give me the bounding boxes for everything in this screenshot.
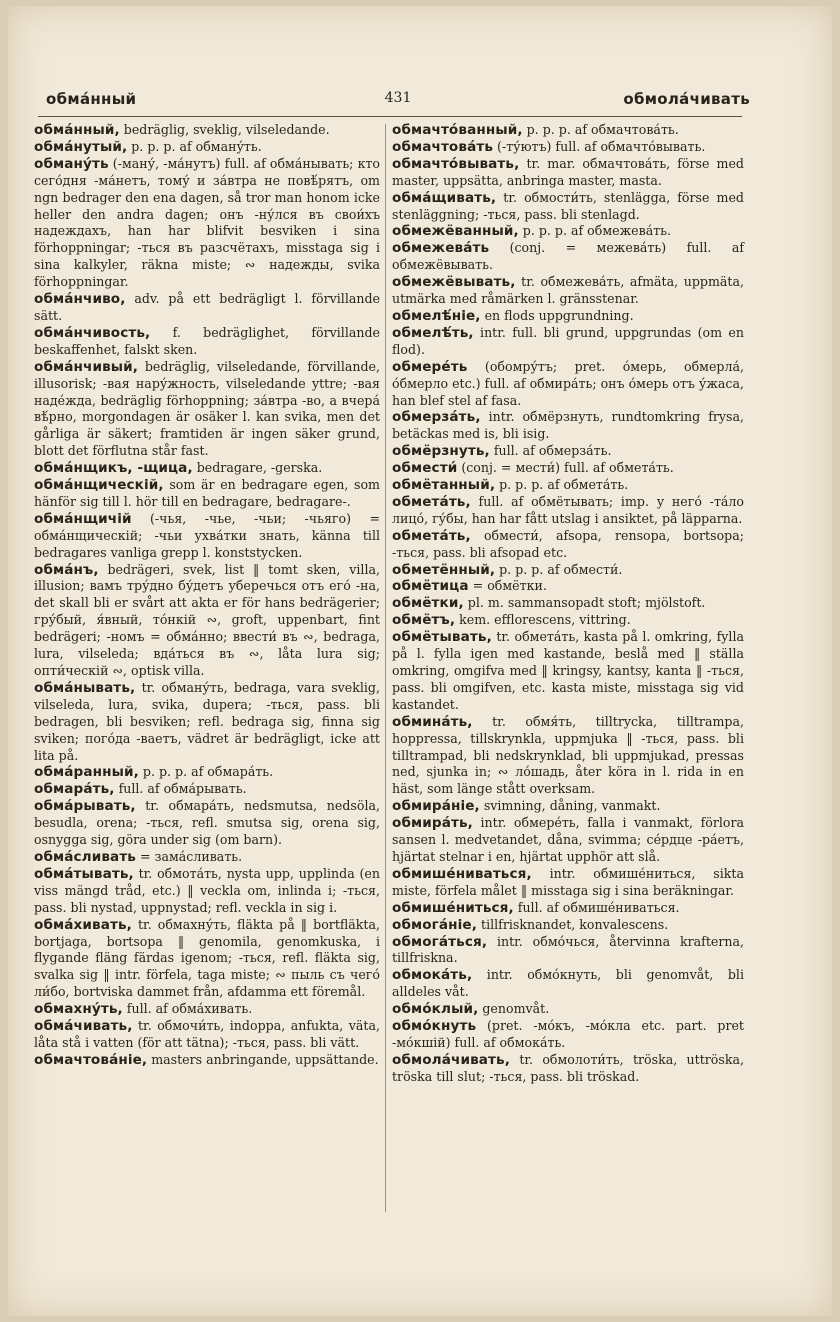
entry-definition: tr. обмолоти́ть, tröska, uttröska, tröska till slut; -ться, pass. bli tröskad. (392, 1051, 744, 1084)
entry-definition: full. af обмише́ниваться. (517, 899, 680, 915)
entry-definition: tr. обману́ть, bedraga, vara sveklig, vilseleda, lura, svika, dupera; -ться, pass. bli bedragen, bli besviken; refl. bedraga sig, finna sig sviken; пого́да -ваетъ, vädret är bedrägligt, icke att lita på. (34, 679, 380, 763)
dictionary-entry (392, 443, 744, 460)
dictionary-entry (392, 629, 744, 714)
entry-headword: обмачтова́ть (392, 138, 494, 155)
entry-definition: en flods uppgrundning. (484, 307, 634, 323)
left-column (34, 122, 380, 1069)
entry-headword: обма́хивать, (34, 916, 132, 933)
dictionary-entry (34, 1052, 380, 1069)
entry-headword: обмежёванный, (392, 223, 519, 240)
entry-headword: обма́нывать, (34, 679, 136, 696)
entry-definition: full. af обма́хивать. (126, 1001, 253, 1017)
dictionary-entry (392, 325, 744, 359)
entry-definition: full. af обмерза́ть. (493, 443, 612, 459)
dictionary-entry (392, 308, 744, 325)
entry-headword: обмётывать, (392, 629, 492, 646)
dictionary-entry (392, 359, 744, 410)
entry-headword: обмише́ниться, (392, 899, 514, 916)
dictionary-entry (34, 849, 380, 866)
entry-headword: обма́щивать, (392, 189, 497, 206)
entry-headword: обмира́ніе, (392, 798, 480, 815)
dictionary-entry (392, 223, 744, 240)
dictionary-entry (392, 798, 744, 815)
entry-definition: p. p. p. af обмачтова́ть. (526, 122, 679, 137)
page-number: 431 (384, 90, 412, 106)
entry-headword: обмо́кнуть (392, 1018, 477, 1035)
dictionary-entry (34, 680, 380, 765)
entry-definition: bedrägeri, svek, list ‖ tomt sken, villa, illusion; вамъ тру́дно бу́детъ уберечься отъ его́ -на, det skall bli er svårt att akta er för hans bedrägerier; гру́бый, я́вный, то́нкій ∾, groft, uppenbart, fint bedrägeri; -номъ = обма́нно; ввести́ въ ∾, bedraga, lura, vilseleda; вда́ться въ ∾, låta lura sig; опти́ческій ∾, optisk villa. (34, 561, 380, 678)
entry-definition: adv. på ett bedrägligt l. förvillande sätt. (34, 291, 380, 323)
entry-definition: f. bedräglighet, förvillande beskaffenhet, falskt sken. (34, 324, 380, 357)
entry-headword: обма́рывать, (34, 798, 136, 815)
entry-definition: bedräglig, sveklig, vilseledande. (123, 122, 330, 137)
entry-headword: обмере́ть (392, 358, 468, 375)
entry-headword: обмелѣ́ть, (392, 324, 474, 341)
entry-definition: p. p. p. af обмести́. (499, 561, 623, 577)
header-right-guide-word: обмола́чивать (623, 90, 750, 108)
entry-headword: обмачто́ванный, (392, 122, 523, 138)
entry-definition: tr. обмахну́ть, fläkta på ‖ bortfläkta, bortjaga, bortsopa ‖ genomila, genomkuska, i flygande fläng färdas igenom; -ться, refl. fläkta sig, svalka sig ‖ intr. förfela, taga miste; ∾ пыль съ чего́ ли́бо, bortviska dammet från, afdamma ett föremål. (34, 916, 380, 1000)
dictionary-entry (34, 1001, 380, 1018)
dictionary-entry (34, 359, 380, 460)
dictionary-entry (392, 612, 744, 629)
entry-headword: обма́нщикъ, -щица, (34, 460, 193, 477)
page-header (46, 90, 750, 114)
dictionary-entry (392, 1001, 744, 1018)
entry-headword: обмётки, (392, 595, 464, 612)
entry-headword: обмежёвывать, (392, 274, 516, 291)
entry-headword: обма́нщическій, (34, 477, 164, 494)
entry-definition: p. p. p. af обмежева́ть. (522, 223, 672, 239)
entry-headword: обма́нщичій (34, 510, 132, 527)
dictionary-entry (392, 1052, 744, 1086)
entry-definition: = зама́сливать. (140, 848, 243, 864)
dictionary-entry (392, 190, 744, 224)
entry-headword: обмести́ (392, 460, 458, 477)
dictionary-entry (392, 578, 744, 595)
header-rule (38, 116, 742, 117)
dictionary-entry (34, 1018, 380, 1052)
entry-definition: intr. обмо́кнуть, bli genomvåt, bli alldeles våt. (392, 967, 744, 1000)
entry-definition: full. af обмётывать; imp. у него́ -та́ло лицо́, гу́бы, han har fått utslag i ansiktet, på läpparna. (392, 493, 744, 526)
dictionary-entry (34, 511, 380, 562)
entry-definition: intr. обмере́ть, falla i vanmakt, förlora sansen l. medvetandet, dåna, svimma; се́рдце -ра́етъ, hjärtat stelnar i en, hjärtat upphör att slå. (392, 815, 744, 864)
entry-definition: full. af обма́рывать. (118, 781, 247, 797)
entry-headword: обмира́ть, (392, 815, 473, 832)
dictionary-entry (34, 122, 380, 139)
entry-definition: (conj. = мести́) full. af обмета́ть. (461, 460, 674, 476)
entry-definition: tr. обмежева́ть, afmäta, uppmäta, utmärka med råmärken l. gränsstenar. (392, 274, 744, 307)
entry-definition: tr. mar. обмачтова́ть, förse med master, uppsätta, anbringa master, masta. (392, 155, 744, 188)
dictionary-entry (392, 967, 744, 1001)
entry-definition: pl. m. sammansopadt stoft; mjölstoft. (467, 595, 706, 611)
entry-headword: обма́нный, (34, 122, 120, 138)
entry-headword: обмога́ться, (392, 933, 488, 950)
entry-headword: обмахну́ть, (34, 1001, 123, 1018)
entry-definition: bedräglig, vilseledande, förvillande, illusorisk; -вая нару́жность, vilseledande yttre; -вая наде́жда, bedräglig förhoppning; за́втра -во, а вчера́ вѣ́рно, morgondagen är osäker l. kan svika, men det gårliga är säkert; framtiden är ingen säker grund, blott det förflutna står fast. (34, 358, 380, 459)
entry-definition: (-ту́ютъ) full. af обмачто́вывать. (497, 138, 706, 154)
entry-definition: (conj. = межева́ть) full. af обмежёвывать. (392, 240, 744, 273)
dictionary-entry (392, 917, 744, 934)
entry-definition: tr. обмя́ть, tilltrycka, tilltrampa, hoppressa, tillskrynkla, uppmjuka ‖ -ться, pass. bli tilltrampad, bli nedskrynklad, bli uppmjukad, pressas ned, sjunka in; ∾ ло́шадь, åter köra in l. rida in en häst, som länge stått overksam. (392, 713, 744, 797)
dictionary-entry (392, 815, 744, 866)
entry-definition: p. p. p. af обману́ть. (131, 138, 262, 154)
dictionary-entry (392, 562, 744, 579)
entry-headword: обма́нчивость, (34, 324, 151, 341)
entry-headword: обмелѣ́ніе, (392, 307, 481, 324)
dictionary-entry (392, 494, 744, 528)
dictionary-entry (34, 156, 380, 291)
entry-headword: обмише́ниваться, (392, 865, 532, 882)
entry-headword: обмо́клый, (392, 1001, 479, 1018)
dictionary-entry (392, 274, 744, 308)
dictionary-entry (392, 156, 744, 190)
entry-headword: обмёрзнуть, (392, 443, 490, 460)
entry-headword: обмётъ, (392, 612, 456, 629)
entry-definition: intr. обмёрзнуть, rundtomkring frysa, betäckas med is, bli isig. (392, 409, 744, 442)
dictionary-entry (34, 325, 380, 359)
entry-headword: обма́чивать, (34, 1018, 133, 1035)
header-left-guide-word: обма́нный (46, 90, 137, 108)
dictionary-entry (392, 1018, 744, 1052)
entry-definition: p. p. p. af обмета́ть. (499, 477, 629, 493)
entry-definition: tr. обмости́ть, stenlägga, förse med stenläggning; -ться, pass. bli stenlagd. (392, 189, 744, 222)
right-column (392, 122, 744, 1086)
dictionary-entry (34, 460, 380, 477)
entry-definition: p. p. p. af обмара́ть. (142, 764, 274, 780)
entry-headword: обмета́ть, (392, 527, 471, 544)
entry-definition: genomvåt. (482, 1001, 550, 1017)
entry-headword: обма́нутый, (34, 138, 128, 155)
entry-headword: обмежева́ть (392, 240, 490, 257)
dictionary-entry (34, 562, 380, 680)
dictionary-entry (34, 798, 380, 849)
entry-headword: обмола́чивать, (392, 1051, 510, 1068)
entry-headword: обма́нчивый, (34, 358, 139, 375)
entry-definition: bedragare, -gerska. (196, 460, 323, 476)
dictionary-entry (392, 900, 744, 917)
entry-definition: intr. обмише́ниться, sikta miste, förfela målet ‖ misstaga sig i sina beräkningar. (392, 865, 744, 898)
dictionary-entry (34, 764, 380, 781)
entry-definition: kem. efflorescens, vittring. (459, 612, 631, 628)
column-divider (385, 124, 386, 1212)
dictionary-entry (34, 477, 380, 511)
dictionary-entry (392, 240, 744, 274)
entry-headword: обмета́ть, (392, 493, 471, 510)
dictionary-entry (392, 528, 744, 562)
entry-definition: masters anbringande, uppsättande. (151, 1051, 379, 1067)
entry-definition: tillfrisknandet, konvalescens. (481, 916, 669, 932)
entry-headword: обмока́ть, (392, 967, 473, 984)
dictionary-entry (392, 477, 744, 494)
dictionary-entry (392, 139, 744, 156)
entry-definition: tr. обмета́ть, kasta på l. omkring, fylla på l. fylla igen med kastande, beslå med ‖ ställa omkring, omgifva med ‖ kringsy, kantsy, kanta ‖ -ться, pass. bli omgifven, etc. kasta miste, misstaga sig vid kastandet. (392, 629, 744, 712)
entry-definition: tr. обмара́ть, nedsmutsa, nedsöla, besudla, orena; -ться, refl. smutsa sig, orena sig, osnygga sig, göra under sig (om barn). (34, 798, 380, 848)
entry-headword: обма́сливать (34, 848, 137, 865)
entry-headword: обмога́ніе, (392, 916, 477, 933)
dictionary-entry (34, 291, 380, 325)
entry-definition: (обомру́тъ; pret. о́мерь, обмерла́, о́бмерло etc.) full. af обмира́ть; онъ о́мерь отъ у́жаса, han blef stel af fasa. (392, 358, 744, 408)
entry-headword: обмётанный, (392, 477, 496, 494)
dictionary-entry (34, 917, 380, 1002)
entry-headword: обману́ть (34, 155, 109, 172)
entry-definition: intr. обмо́чься, återvinna krafterna, tillfriskna. (392, 933, 744, 966)
dictionary-entry (392, 595, 744, 612)
entry-headword: обмачтова́ніе, (34, 1051, 148, 1068)
dictionary-entry (392, 460, 744, 477)
entry-headword: обмерза́ть, (392, 409, 481, 426)
dictionary-entry (392, 934, 744, 968)
dictionary-entry (34, 781, 380, 798)
entry-definition: (-чья, -чье, -чьи; -чьяго) = обма́нщическій; -чьи ухва́тки знать, känna till bedragares vanliga grepp l. konststycken. (34, 510, 380, 560)
entry-headword: обма́тывать, (34, 865, 134, 882)
dictionary-entry (34, 139, 380, 156)
entry-headword: обма́нъ, (34, 561, 99, 578)
entry-definition: intr. full. bli grund, uppgrundas (om en flod). (392, 324, 744, 357)
entry-headword: обма́нчиво, (34, 291, 126, 308)
entry-definition: (pret. -мо́къ, -мо́кла etc. part. pret -мо́кшій) full. af обмока́ть. (392, 1018, 744, 1050)
dictionary-entry (392, 409, 744, 443)
entry-definition: som är en bedragare egen, som hänför sig till l. hör till en bedragare, bedragare-. (34, 477, 381, 509)
entry-headword: обмина́ть, (392, 713, 473, 730)
entry-headword: обма́ранный, (34, 764, 139, 781)
entry-headword: обметённый, (392, 561, 496, 578)
entry-definition: svimning, dåning, vanmakt. (483, 798, 661, 814)
entry-definition: обмести́, afsopa, rensopa, bortsopa; -ться, pass. bli afsopad etc. (392, 527, 744, 560)
entry-definition: (-ману́, -ма́нутъ) full. af обма́нывать; кто сего́дня -ма́нетъ, тому́ и за́втра не повѣ́рятъ, om ngn bedrager den ena dagen, så tror man honom icke heller den andra dagen; онъ -ну́лся въ свои́хъ надеждахъ, han har blifvit besviken i sina förhoppningar; -ться въ разсчётахъ, misstaga sig i sina kalkyler, räkna miste; ∾ надежды, svika förhoppningar. (34, 155, 380, 290)
entry-definition: = обмётки. (472, 578, 547, 594)
entry-definition: tr. обмочи́ть, indoppa, anfukta, väta, låta stå i vatten (för att tätna); -ться, pass. bli vätt. (34, 1018, 380, 1050)
entry-definition: tr. обмота́ть, nysta upp, upplinda (en viss mängd tråd, etc.) ‖ veckla om, inlinda i; -ться, pass. bli nystad, uppnystad; refl. veckla in sig i. (34, 865, 380, 915)
dictionary-entry (392, 866, 744, 900)
entry-headword: обмара́ть, (34, 781, 115, 798)
dictionary-entry (392, 122, 744, 139)
entry-headword: обмачто́вывать, (392, 155, 520, 172)
entry-headword: обмётица (392, 578, 469, 595)
dictionary-entry (392, 714, 744, 799)
dictionary-entry (34, 866, 380, 917)
